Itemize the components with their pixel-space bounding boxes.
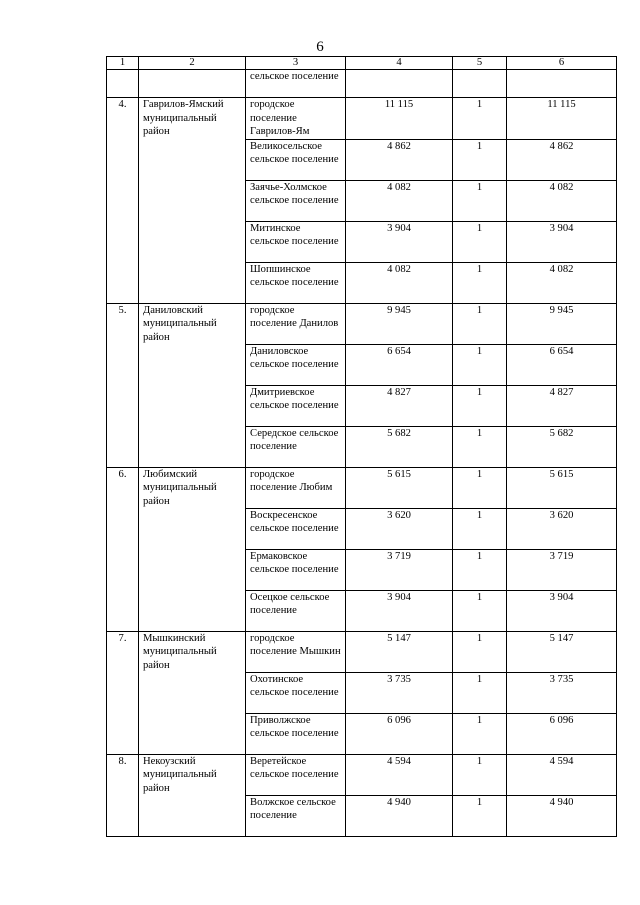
value-cell-col5: 1 bbox=[453, 426, 507, 467]
value-cell-col4: 4 082 bbox=[346, 180, 453, 221]
row-number-cell bbox=[107, 70, 139, 98]
table-body bbox=[107, 57, 617, 837]
district-cell: Даниловский муниципальный район bbox=[139, 303, 246, 467]
value-cell-col4: 4 594 bbox=[346, 754, 453, 795]
value-cell-col4: 11 115 bbox=[346, 98, 453, 140]
settlement-cell: Веретейское сельское поселение bbox=[246, 754, 346, 795]
district-cell bbox=[139, 70, 246, 98]
value-cell-col6: 4 940 bbox=[507, 795, 617, 836]
value-cell-col6: 4 827 bbox=[507, 385, 617, 426]
value-cell-col4: 9 945 bbox=[346, 303, 453, 344]
value-cell-col6: 3 719 bbox=[507, 549, 617, 590]
table-row bbox=[107, 98, 617, 140]
value-cell-col4: 6 096 bbox=[346, 713, 453, 754]
value-cell-col5: 1 bbox=[453, 672, 507, 713]
value-cell-col6: 11 115 bbox=[507, 98, 617, 140]
value-cell-col5: 1 bbox=[453, 262, 507, 303]
value-cell-col6: 6 096 bbox=[507, 713, 617, 754]
value-cell-col6: 4 082 bbox=[507, 180, 617, 221]
settlement-cell: Охотинское сельское поселение bbox=[246, 672, 346, 713]
value-cell-col4 bbox=[346, 70, 453, 98]
value-cell-col4: 3 904 bbox=[346, 590, 453, 631]
table-row bbox=[107, 70, 617, 98]
value-cell-col4: 4 940 bbox=[346, 795, 453, 836]
value-cell-col6: 6 654 bbox=[507, 344, 617, 385]
row-number-cell: 4. bbox=[107, 98, 139, 304]
row-number-cell: 8. bbox=[107, 754, 139, 836]
value-cell-col4: 4 862 bbox=[346, 139, 453, 180]
settlement-cell: Ермаковское сельское поселение bbox=[246, 549, 346, 590]
value-cell-col4: 3 904 bbox=[346, 221, 453, 262]
value-cell-col4: 3 719 bbox=[346, 549, 453, 590]
value-cell-col5: 1 bbox=[453, 549, 507, 590]
settlement-cell: Воскресенское сельское поселение bbox=[246, 508, 346, 549]
settlement-cell: городское поселение Данилов bbox=[246, 303, 346, 344]
value-cell-col6: 5 682 bbox=[507, 426, 617, 467]
value-cell-col6: 3 904 bbox=[507, 221, 617, 262]
value-cell-col6: 4 594 bbox=[507, 754, 617, 795]
value-cell-col4: 5 682 bbox=[346, 426, 453, 467]
value-cell-col5: 1 bbox=[453, 508, 507, 549]
value-cell-col4: 4 827 bbox=[346, 385, 453, 426]
column-number-row bbox=[107, 57, 617, 70]
value-cell-col6: 4 862 bbox=[507, 139, 617, 180]
column-number-cell: 6 bbox=[507, 57, 617, 70]
settlement-cell: Волжское сельское поселение bbox=[246, 795, 346, 836]
value-cell-col5: 1 bbox=[453, 467, 507, 508]
value-cell-col6: 3 904 bbox=[507, 590, 617, 631]
table-row bbox=[107, 467, 617, 508]
value-cell-col4: 4 082 bbox=[346, 262, 453, 303]
value-cell-col5: 1 bbox=[453, 795, 507, 836]
settlement-cell: городское поселение Любим bbox=[246, 467, 346, 508]
settlement-cell: Даниловское сельское поселение bbox=[246, 344, 346, 385]
column-number-cell: 4 bbox=[346, 57, 453, 70]
settlement-cell: Приволжское сельское поселение bbox=[246, 713, 346, 754]
district-cell: Мышкинский муниципальный район bbox=[139, 631, 246, 754]
settlement-cell: Великосельское сельское поселение bbox=[246, 139, 346, 180]
value-cell-col6: 5 147 bbox=[507, 631, 617, 672]
value-cell-col6: 4 082 bbox=[507, 262, 617, 303]
table-row bbox=[107, 303, 617, 344]
settlement-cell: Середское сельское поселение bbox=[246, 426, 346, 467]
value-cell-col5: 1 bbox=[453, 139, 507, 180]
row-number-cell: 5. bbox=[107, 303, 139, 467]
settlement-cell: Осецкое сельское поселение bbox=[246, 590, 346, 631]
value-cell-col5: 1 bbox=[453, 631, 507, 672]
settlement-cell: Заячье-Холмское сельское поселение bbox=[246, 180, 346, 221]
settlement-cell: сельское поселение bbox=[246, 70, 346, 98]
page-number: 6 bbox=[316, 39, 324, 55]
column-number-cell: 2 bbox=[139, 57, 246, 70]
value-cell-col5: 1 bbox=[453, 303, 507, 344]
value-cell-col5: 1 bbox=[453, 180, 507, 221]
value-cell-col6: 3 735 bbox=[507, 672, 617, 713]
value-cell-col5: 1 bbox=[453, 344, 507, 385]
value-cell-col6 bbox=[507, 70, 617, 98]
allocation-table bbox=[106, 56, 617, 837]
value-cell-col5: 1 bbox=[453, 98, 507, 140]
settlement-cell: Шопшинское сельское поселение bbox=[246, 262, 346, 303]
settlement-cell: Митинское сельское поселение bbox=[246, 221, 346, 262]
value-cell-col4: 3 620 bbox=[346, 508, 453, 549]
table-row bbox=[107, 631, 617, 672]
value-cell-col4: 5 147 bbox=[346, 631, 453, 672]
value-cell-col5: 1 bbox=[453, 221, 507, 262]
settlement-cell: городское поселение Мышкин bbox=[246, 631, 346, 672]
value-cell-col4: 3 735 bbox=[346, 672, 453, 713]
column-number-cell: 5 bbox=[453, 57, 507, 70]
district-cell: Любимский муниципальный район bbox=[139, 467, 246, 631]
district-cell: Некоузский муниципальный район bbox=[139, 754, 246, 836]
value-cell-col6: 9 945 bbox=[507, 303, 617, 344]
value-cell-col5: 1 bbox=[453, 713, 507, 754]
table-row bbox=[107, 754, 617, 795]
column-number-cell: 1 bbox=[107, 57, 139, 70]
value-cell-col4: 5 615 bbox=[346, 467, 453, 508]
column-number-cell: 3 bbox=[246, 57, 346, 70]
row-number-cell: 6. bbox=[107, 467, 139, 631]
settlement-cell: Дмитриевское сельское поселение bbox=[246, 385, 346, 426]
value-cell-col4: 6 654 bbox=[346, 344, 453, 385]
value-cell-col5: 1 bbox=[453, 754, 507, 795]
value-cell-col6: 3 620 bbox=[507, 508, 617, 549]
value-cell-col6: 5 615 bbox=[507, 467, 617, 508]
district-cell: Гаврилов-Ямский муниципальный район bbox=[139, 98, 246, 304]
value-cell-col5: 1 bbox=[453, 385, 507, 426]
row-number-cell: 7. bbox=[107, 631, 139, 754]
settlement-cell: городское поселение Гаврилов-Ям bbox=[246, 98, 346, 140]
value-cell-col5 bbox=[453, 70, 507, 98]
value-cell-col5: 1 bbox=[453, 590, 507, 631]
